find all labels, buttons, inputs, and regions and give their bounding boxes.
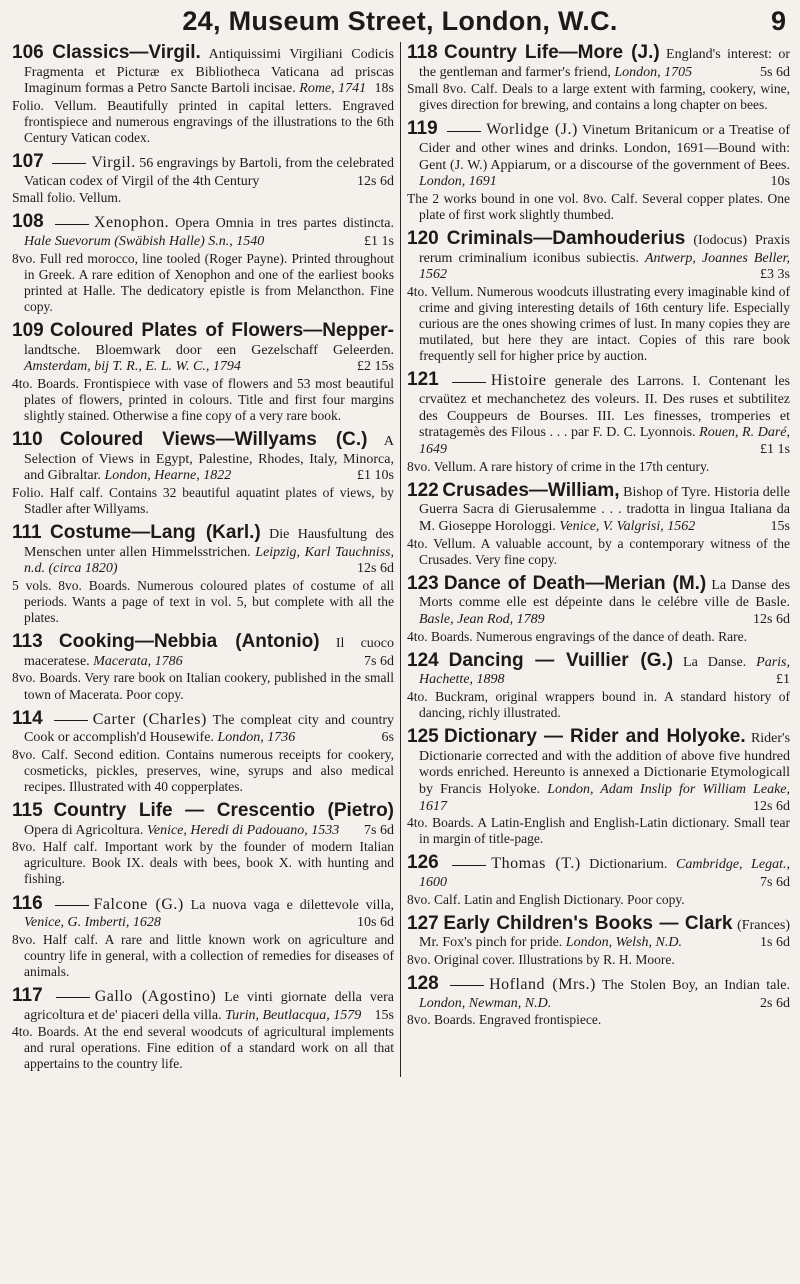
entry-imprint: Venice, V. Valgrisi, 1562 bbox=[559, 518, 696, 534]
ditto-rule bbox=[452, 382, 486, 383]
entry-title: La Danse. bbox=[683, 654, 747, 670]
right-column bbox=[401, 42, 790, 1077]
catalogue-entry bbox=[407, 42, 790, 113]
entry-imprint: Basle, Jean Rod, 1789 bbox=[419, 611, 545, 627]
entry-imprint: Amsterdam, bij T. R., E. L. W. C., 1794 bbox=[24, 359, 241, 375]
entry-price: £1 1s bbox=[760, 441, 790, 457]
entry-author: Costume—Lang (Karl.) bbox=[50, 522, 261, 544]
catalogue-entry bbox=[407, 228, 790, 364]
entry-title: Il cuoco maceratese. bbox=[24, 636, 395, 669]
entry-imprint: Antwerp, Joannes Beller, 1562 bbox=[419, 250, 790, 283]
entry-author: Falcone (G.) bbox=[93, 895, 184, 913]
entry-price: 6s bbox=[381, 730, 394, 746]
entry-imprint: Rome, 1741 bbox=[299, 81, 367, 97]
entry-description: Small folio. Vellum. bbox=[12, 190, 122, 206]
catalogue-columns bbox=[12, 42, 790, 1077]
entry-number: 106 bbox=[12, 42, 44, 63]
ditto-rule bbox=[55, 224, 89, 225]
entry-title: Opera di Agricoltura. bbox=[24, 822, 144, 838]
entry-title: England's interest: or the gentleman and farmer's friend, bbox=[419, 47, 791, 80]
entry-description: 4to. Boards. Frontispiece with vase of flowers and 53 most beautiful plates of flowers, printed in colours. Title and first four margins slightly stained. Otherwise a fine copy of a very rare book. bbox=[12, 375, 394, 423]
entry-title: Dictionarium. bbox=[589, 857, 668, 873]
entry-price: 12s 6d bbox=[357, 173, 394, 189]
entry-title: Opera Omnia in tres partes distincta. bbox=[175, 216, 395, 232]
entry-title: A Selection of Views in Egypt, Palestine, Rhodes, Italy, Minorca, and Gibraltar. bbox=[24, 434, 395, 484]
entry-price: £1 10s bbox=[357, 468, 394, 484]
catalogue-entry bbox=[407, 118, 790, 223]
entry-price: 12s 6d bbox=[357, 561, 394, 577]
entry-title: (Frances) Mr. Fox's pinch for pride. bbox=[419, 917, 791, 951]
entry-author: Cooking—Nebbia (Antonio) bbox=[58, 631, 320, 653]
entry-imprint: London, 1705 bbox=[614, 64, 693, 80]
entry-author: Country Life — Crescentio (Pietro) bbox=[53, 800, 395, 822]
entry-description: 4to. Boards. Numerous engravings of the dance of death. Rare. bbox=[407, 628, 748, 644]
catalogue-entry bbox=[12, 800, 394, 887]
entry-description: 8vo. Half calf. A rare and little known work on agriculture and country life in general, with a collection of remedies for diseases of animals. bbox=[12, 931, 394, 979]
ditto-rule bbox=[447, 131, 481, 132]
entry-number: 125 bbox=[407, 726, 439, 748]
entry-imprint: London, 1736 bbox=[217, 730, 296, 746]
entry-price: 1s 6d bbox=[760, 935, 790, 951]
entry-imprint: Cambridge, Legat., 1600 bbox=[419, 857, 791, 891]
catalogue-entry bbox=[12, 42, 394, 146]
entry-author: Gallo (Agostino) bbox=[94, 987, 217, 1005]
catalogue-entry bbox=[12, 429, 394, 517]
catalogue-entry bbox=[12, 985, 394, 1072]
entry-description: 4to. Vellum. A valuable account, by a contemporary witness of the Crusades. Very fine copy. bbox=[407, 535, 790, 567]
entry-number: 114 bbox=[12, 707, 43, 729]
entry-description: 8vo. Calf. Second edition. Contains numerous receipts for cookery, cosmeticks, pickles, preserves, wine, syrups and also medical recipes. Illustrated with 40 copperplates. bbox=[12, 746, 394, 794]
catalogue-entry bbox=[12, 320, 394, 424]
entry-author: Virgil. bbox=[91, 154, 136, 172]
entry-author: Coloured Views—Willyams (C.) bbox=[59, 429, 368, 451]
entry-number: 108 bbox=[12, 211, 44, 233]
catalogue-entry bbox=[12, 211, 394, 315]
catalogue-entry bbox=[12, 151, 394, 206]
catalogue-entry bbox=[407, 726, 790, 847]
entry-price: 12s 6d bbox=[753, 611, 790, 627]
entry-imprint: London, 1691 bbox=[419, 174, 497, 190]
catalogue-entry bbox=[407, 573, 790, 645]
entry-author: Worlidge (J.) bbox=[486, 121, 578, 139]
entry-description: 8vo. Original cover. Illustrations by R. H. Moore. bbox=[407, 952, 675, 967]
entry-number: 128 bbox=[407, 973, 439, 995]
page-number: 9 bbox=[770, 6, 786, 36]
entry-description: 8vo. Boards. Engraved frontispiece. bbox=[407, 1012, 602, 1028]
entry-number: 124 bbox=[407, 649, 439, 671]
entry-price: £1 1s bbox=[364, 234, 394, 250]
entry-price: 7s 6d bbox=[364, 822, 394, 838]
entry-author: Xenophon. bbox=[93, 214, 170, 232]
entry-author: Histoire bbox=[490, 372, 547, 390]
entry-number: 107 bbox=[12, 151, 44, 173]
entry-description: 4to. Vellum. Numerous woodcuts illustrating every imaginable kind of crime and giving interesting details of 16th century life. Especially curious are the ones showing crimes of lust. In many copies they are mutilated, but here they are intact. Copies of this rare book frequently sell for higher price by auction. bbox=[407, 284, 790, 364]
catalogue-entry bbox=[12, 893, 394, 980]
entry-title: Vinetum Britanicum or a Treatise of Cider and other wines and drinks. London, 1691—Bound with: Gent (J. W.) Appiarum, or a discourse of the government of Bees. bbox=[419, 123, 791, 173]
entry-number: 126 bbox=[407, 852, 439, 874]
entry-description: 4to. Buckram, original wrappers bound in. A standard history of dancing, richly illustrated. bbox=[407, 688, 790, 720]
entry-description: 8vo. Boards. Very rare book on Italian cookery, published in the small town of Macerata. Poor copy. bbox=[12, 670, 394, 702]
entry-title: Die Hausfultung des Menschen unter allen Himmelsstrichen. bbox=[24, 527, 394, 560]
entry-title: La nuova vaga e dilettevole villa, bbox=[190, 897, 395, 913]
entry-number: 117 bbox=[12, 984, 43, 1006]
entry-number: 119 bbox=[407, 118, 438, 140]
entry-price: 18s bbox=[374, 81, 394, 97]
entry-title: The compleat city and country Cook or accomplish'd Housewife. bbox=[24, 712, 394, 746]
entry-author: Dance of Death—Merian (M.) bbox=[443, 572, 707, 594]
entry-imprint: Venice, G. Imberti, 1628 bbox=[24, 915, 161, 931]
ditto-rule bbox=[450, 985, 484, 986]
entry-author: Coloured Plates of Flowers—Nepper- bbox=[49, 319, 394, 341]
catalogue-entry bbox=[12, 708, 394, 795]
catalogue-entry bbox=[407, 650, 790, 721]
entry-title: The Stolen Boy, an Indian tale. bbox=[601, 978, 790, 994]
ditto-rule bbox=[52, 163, 86, 164]
entry-title: Rider's Dictionarie corrected and with the addition of above five hundred words enriched. Hereunto is annexed a Dictionarie Etymologicall by Francis Holyoke. bbox=[419, 731, 791, 797]
entry-price: 12s 6d bbox=[753, 798, 790, 814]
entry-imprint: Hale Suevorum (Swäbish Halle) S.n., 1540 bbox=[24, 234, 265, 250]
entry-title: Bishop of Tyre. Historia delle Guerra Sacra di Gierusalemme . . . tradotta in lingua Italiana da M. Gioseppe Horologgi. bbox=[419, 484, 790, 534]
entry-imprint: London, Newman, N.D. bbox=[419, 995, 552, 1011]
entry-number: 120 bbox=[407, 228, 439, 250]
page-header-address: 24, Museum Street, London, W.C. bbox=[182, 6, 618, 36]
entry-price: 15s bbox=[770, 518, 790, 534]
entry-price: 7s 6d bbox=[364, 653, 394, 669]
entry-description: 4to. Boards. At the end several woodcuts of agricultural implements and rural operations. Fine edition of a standard work on all that appertains to the country life. bbox=[12, 1024, 394, 1072]
entry-title: landtsche. Bloemwark door een Gezelschaff Geleerden. bbox=[24, 342, 394, 358]
ditto-rule bbox=[54, 720, 88, 721]
entry-description: The 2 works bound in one vol. 8vo. Calf. Several copper plates. One plate of first work slightly thumbed. bbox=[407, 190, 790, 223]
entry-author: Thomas (T.) bbox=[491, 855, 581, 873]
entry-description: 5 vols. 8vo. Boards. Numerous coloured plates of costume of all periods. Wants a page of text in vol. 5, but complete with all the plates. bbox=[12, 578, 394, 626]
entry-imprint: Turin, Beutlacqua, 1579 bbox=[225, 1007, 362, 1023]
entry-imprint: London, Adam Inslip for William Leake, 1617 bbox=[419, 781, 790, 814]
entry-price: 5s 6d bbox=[760, 64, 790, 80]
left-column bbox=[12, 42, 401, 1077]
entry-number: 111 bbox=[12, 522, 42, 544]
entry-imprint: Rouen, R. Daré, 1649 bbox=[419, 425, 790, 457]
entry-description: 8vo. Half calf. Important work by the founder of modern Italian agriculture. Book IX. deals with bees, book X. with hunting and fishing. bbox=[12, 839, 394, 887]
entry-number: 113 bbox=[12, 631, 43, 653]
entry-price: 10s bbox=[770, 174, 790, 190]
entry-imprint: Macerata, 1786 bbox=[93, 653, 183, 669]
entry-author: Crusades—William, bbox=[442, 479, 620, 501]
entry-number: 115 bbox=[12, 800, 43, 822]
entry-description: 8vo. Vellum. A rare history of crime in the 17th century. bbox=[407, 458, 710, 474]
catalogue-entry bbox=[407, 973, 790, 1028]
entry-price: £1 bbox=[776, 672, 790, 688]
catalogue-entry bbox=[407, 480, 790, 568]
entry-author: Dancing — Vuillier (G.) bbox=[448, 649, 674, 671]
entry-title: La Danse des Morts comme elle est dépeinte dans le celébre ville de Basle. bbox=[419, 577, 791, 611]
entry-imprint: Venice, Heredi di Padouano, 1533 bbox=[146, 822, 340, 838]
entry-title: Le vinti giornate della vera agricoltura et de' piaceri della villa. bbox=[24, 989, 395, 1023]
entry-price: £3 3s bbox=[760, 267, 790, 283]
entry-author: Hofland (Mrs.) bbox=[489, 976, 596, 994]
entry-price: 10s 6d bbox=[357, 915, 394, 931]
entry-imprint: London, Hearne, 1822 bbox=[104, 468, 232, 484]
entry-number: 123 bbox=[407, 572, 439, 594]
entry-number: 109 bbox=[12, 319, 44, 341]
entry-author: Criminals—Damhouderius bbox=[446, 228, 686, 250]
entry-price: £2 15s bbox=[357, 359, 394, 375]
ditto-rule bbox=[56, 997, 90, 998]
entry-number: 127 bbox=[407, 912, 439, 934]
entry-price: 15s bbox=[374, 1007, 394, 1023]
entry-number: 118 bbox=[407, 42, 438, 63]
catalogue-entry bbox=[12, 631, 394, 702]
entry-imprint: Paris, Hachette, 1898 bbox=[419, 654, 790, 688]
entry-author: Carter (Charles) bbox=[92, 710, 207, 728]
entry-number: 122 bbox=[407, 479, 439, 501]
entry-title: generale des Larrons. I. Contenant les crvaütez et mechanchetez des voleurs. II. Des ruses et subtilitez des Couppeurs de Bourses. III. Les finesses, tromperies et stratagemès des Filous . . . par F. D. C. Lyonnois. bbox=[419, 374, 791, 441]
ditto-rule bbox=[55, 905, 89, 906]
ditto-rule bbox=[452, 865, 486, 866]
entry-author: Country Life—More (J.) bbox=[443, 42, 660, 63]
entry-description: 8vo. Calf. Latin and English Dictionary. Poor copy. bbox=[407, 891, 685, 907]
entry-author: Classics—Virgil. bbox=[52, 42, 201, 63]
entry-number: 116 bbox=[12, 892, 43, 914]
catalogue-entry bbox=[407, 913, 790, 968]
catalogue-entry bbox=[407, 852, 790, 907]
entry-description: Folio. Vellum. Beautifully printed in capital letters. Engraved frontispiece and numerous engravings of the illustrations to the 6th Century Vatican codex. bbox=[12, 97, 394, 146]
entry-description: Small 8vo. Calf. Deals to a large extent with farming, cookery, wine, gives direction for brewing, and contains a long chapter on bees. bbox=[407, 81, 790, 113]
entry-number: 110 bbox=[12, 429, 43, 451]
entry-imprint: Leipzig, Karl Tauchniss, n.d. (circa 1820) bbox=[24, 544, 394, 577]
catalogue-entry bbox=[12, 522, 394, 626]
entry-description: 8vo. Full red morocco, line tooled (Roger Payne). Printed throughout in Greek. A rare edition of Xenophon and one of the earliest books printed at Halle. The dedicatory epistle is from Melancthon. Fine copy. bbox=[12, 250, 394, 314]
entry-price: 7s 6d bbox=[760, 875, 790, 891]
catalogue-entry bbox=[407, 369, 790, 474]
entry-title: (Iodocus) Praxis rerum criminalium iconibus subiectis. bbox=[419, 233, 791, 266]
entry-description: 4to. Boards. A Latin-English and English-Latin dictionary. Small tear in margin of title-page. bbox=[407, 815, 790, 847]
entry-author: Dictionary — Rider and Holyoke. bbox=[443, 726, 746, 748]
entry-title: 56 engravings by Bartoli, from the celebrated Vatican codex of Virgil of the 4th Century bbox=[24, 156, 395, 189]
entry-title: Antiquissimi Virgiliani Codicis Fragmenta et Picturæ ex Bibliotheca Vaticana ad priscas Imaginum formas a Petro Sancte Bartoli incisae. bbox=[24, 47, 395, 97]
entry-imprint: London, Welsh, N.D. bbox=[565, 935, 682, 951]
entry-price: 2s 6d bbox=[760, 995, 790, 1011]
entry-number: 121 bbox=[407, 369, 439, 391]
entry-description: Folio. Half calf. Contains 32 beautiful aquatint plates of views, by Stadler after Willyams. bbox=[12, 484, 394, 517]
entry-author: Early Children's Books — Clark bbox=[443, 912, 733, 934]
